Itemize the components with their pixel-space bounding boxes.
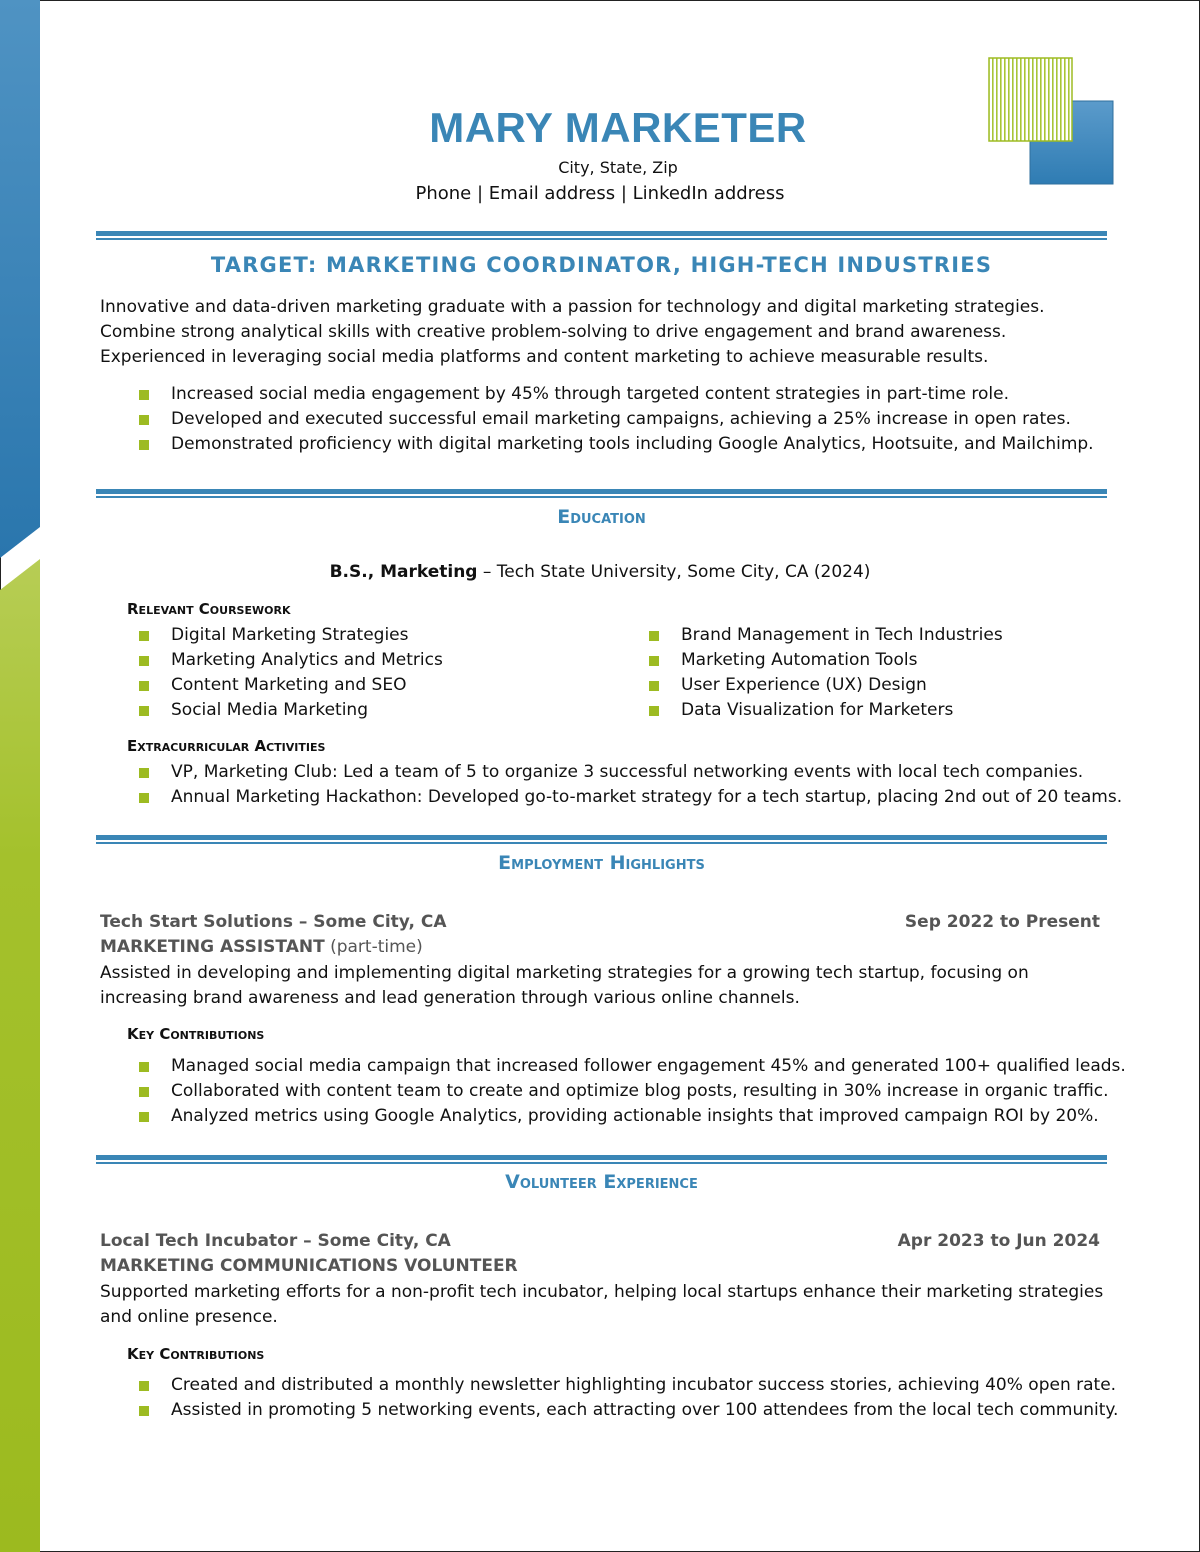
- target-heading: TARGET: MARKETING COORDINATOR, HIGH-TECH INDUSTRIES: [210, 253, 993, 277]
- volunteer-bullets: [100, 1373, 1118, 1423]
- bullet-icon: [139, 440, 149, 450]
- list-item: Demonstrated proficiency with digital marketing tools including Google Analytics, Hootsuite, and Mailchimp.: [100, 432, 1094, 457]
- list-item: Assisted in promoting 5 networking events, each attracting over 100 attendees from the local tech community.: [100, 1398, 1118, 1423]
- bullet-icon: [139, 768, 149, 778]
- list-item: Increased social media engagement by 45% through targeted content strategies in part-time role.: [100, 382, 1094, 407]
- contributions-label: Key Contributions: [127, 1025, 265, 1043]
- sidebar-decoration: [0, 0, 40, 1552]
- job-title: MARKETING ASSISTANT (part-time): [100, 937, 423, 957]
- volunteer-title: MARKETING COMMUNICATIONS VOLUNTEER: [100, 1256, 518, 1276]
- section-divider: [96, 1155, 1107, 1165]
- list-item: Marketing Automation Tools: [646, 648, 1003, 673]
- bullet-icon: [139, 681, 149, 691]
- bullet-icon: [139, 706, 149, 716]
- employment-dates: Sep 2022 to Present: [904, 912, 1100, 932]
- list-item: Created and distributed a monthly newsletter highlighting incubator success stories, achieving 40% open rate.: [100, 1373, 1118, 1398]
- list-item: Annual Marketing Hackathon: Developed go-to-market strategy for a tech startup, placing 2nd out of 20 teams.: [100, 785, 1122, 810]
- degree-title: B.S., Marketing: [329, 562, 478, 582]
- bullet-icon: [139, 390, 149, 400]
- activities-list: [100, 760, 1122, 810]
- job-description: Assisted in developing and implementing digital marketing strategies for a growing tech startup, focusing on increasing brand awareness and lead generation through various online channels.: [100, 963, 1029, 1008]
- volunteer-org: Local Tech Incubator – Some City, CA: [100, 1231, 451, 1251]
- list-item: Marketing Analytics and Metrics: [100, 648, 443, 673]
- bullet-icon: [649, 681, 659, 691]
- list-item: Social Media Marketing: [100, 698, 443, 723]
- volunteer-dates: Apr 2023 to Jun 2024: [897, 1231, 1100, 1251]
- list-item: User Experience (UX) Design: [646, 673, 1003, 698]
- bullet-icon: [649, 656, 659, 666]
- bullet-icon: [139, 631, 149, 641]
- coursework-left: [100, 623, 443, 723]
- list-item: Data Visualization for Marketers: [646, 698, 1003, 723]
- location: City, State, Zip: [558, 158, 678, 177]
- bullet-icon: [649, 631, 659, 641]
- list-item: Developed and executed successful email marketing campaigns, achieving a 25% increase in open rates.: [100, 407, 1094, 432]
- list-item: VP, Marketing Club: Led a team of 5 to organize 3 successful networking events with local tech companies.: [100, 760, 1122, 785]
- employment-bullets: [100, 1054, 1126, 1129]
- bullet-icon: [139, 415, 149, 425]
- coursework-label: Relevant Coursework: [127, 600, 291, 618]
- bullet-icon: [139, 656, 149, 666]
- contributions-label: Key Contributions: [127, 1345, 265, 1363]
- activities-label: Extracurricular Activities: [127, 737, 326, 755]
- employer: Tech Start Solutions – Some City, CA: [100, 912, 447, 932]
- job-note: (part-time): [324, 937, 423, 957]
- bullet-icon: [139, 1062, 149, 1072]
- bullet-icon: [649, 706, 659, 716]
- section-divider: [96, 231, 1107, 241]
- summary-paragraph: Innovative and data-driven marketing graduate with a passion for technology and digital marketing strategies. Combine strong analytical skills with creative problem-solving to drive engagement and brand awareness. Experienced in leveraging social media platforms and content marketing to achieve measurable results.: [100, 297, 1045, 367]
- section-divider: [96, 489, 1107, 499]
- coursework-right: [646, 623, 1003, 723]
- list-item: Collaborated with content team to create and optimize blog posts, resulting in 30% increase in organic traffic.: [100, 1079, 1126, 1104]
- sidebar-blue-band: [0, 0, 40, 558]
- employment-heading: Employment Highlights: [498, 852, 705, 874]
- bullet-icon: [139, 793, 149, 803]
- bullet-icon: [139, 1112, 149, 1122]
- list-item: Analyzed metrics using Google Analytics, providing actionable insights that improved campaign ROI by 20%.: [100, 1104, 1126, 1129]
- list-item: Brand Management in Tech Industries: [646, 623, 1003, 648]
- volunteer-heading: Volunteer Experience: [505, 1171, 698, 1193]
- education-heading: Education: [557, 506, 646, 528]
- degree-line: [0, 562, 1200, 582]
- list-item: Content Marketing and SEO: [100, 673, 443, 698]
- target-bullets: [100, 382, 1094, 457]
- contact-line: Phone | Email address | LinkedIn address: [415, 183, 785, 204]
- candidate-name: MARY MARKETER: [429, 104, 807, 151]
- sidebar-green-band: [0, 559, 40, 1552]
- bullet-icon: [139, 1087, 149, 1097]
- bullet-icon: [139, 1381, 149, 1391]
- list-item: Managed social media campaign that increased follower engagement 45% and generated 100+ qualified leads.: [100, 1054, 1126, 1079]
- degree-school: – Tech State University, Some City, CA (2024): [477, 562, 871, 582]
- volunteer-description: Supported marketing efforts for a non-profit tech incubator, helping local startups enhance their marketing strategies and online presence.: [100, 1282, 1104, 1327]
- list-item: Digital Marketing Strategies: [100, 623, 443, 648]
- section-divider: [96, 835, 1107, 845]
- bullet-icon: [139, 1406, 149, 1416]
